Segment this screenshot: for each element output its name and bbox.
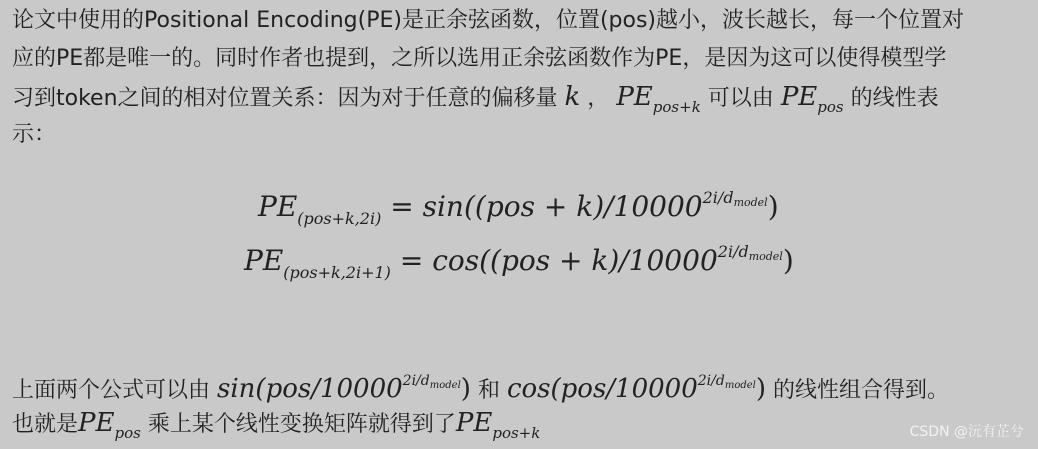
conclusion-and: 和	[477, 378, 500, 403]
watermark: CSDN @沅有芷兮	[909, 424, 1024, 440]
equation-cos: $PE_{(pos+k,2i+1)} = \cos((pos + k)/10000^{2i/dmodel})$	[244, 242, 794, 282]
intro-end: 的线性表	[850, 86, 939, 111]
pe-pos-plus-k: $PE_{pos+k}$	[616, 82, 701, 116]
expr-sin: $\sin(pos/10000^{2i/d_{model}})$	[217, 373, 471, 404]
intro-line-1	[12, 6, 964, 36]
conclusion-line-1	[12, 366, 949, 406]
pe-pos: $PE_{pos}$	[780, 82, 844, 116]
intro-mid: 可以由	[707, 86, 774, 111]
pe-pos-plus-k-2: $PE_{pos+k}$	[455, 408, 541, 442]
offset-k: k	[564, 82, 581, 112]
intro-text-2: 应的PE都是唯一的。同时作者也提到，之所以选用正余弦函数作为PE，是因为这可以使得模型学	[12, 46, 947, 71]
intro-text-3: 习到token之间的相对位置关系：因为对于任意的偏移量	[12, 86, 558, 111]
conclusion-end: 的线性组合得到。	[773, 378, 950, 403]
intro-text-4: 示：	[12, 122, 57, 147]
equation-sin: $PE_{(pos+k,2i)} = \sin((pos + k)/10000^{2i/dmodel})$	[258, 188, 779, 228]
pe-pos-2: $PE_{pos}$	[78, 408, 141, 442]
intro-line-2	[12, 44, 946, 74]
intro-line-4	[12, 120, 56, 150]
intro-line-3	[12, 82, 939, 122]
intro-sep: ，	[587, 86, 610, 111]
conclusion-text-2a: 也就是	[12, 412, 79, 437]
intro-text-1: 论文中使用的Positional Encoding(PE)是正余弦函数，位置(pos)越小，波长越长，每一个位置对	[12, 8, 965, 33]
expr-cos: $\cos(pos/10000^{2i/d_{model}})$	[506, 373, 767, 404]
conclusion-text-1a: 上面两个公式可以由	[12, 378, 211, 403]
conclusion-mid: 乘上某个线性变换矩阵就得到了	[147, 412, 456, 437]
conclusion-line-2	[12, 408, 540, 448]
